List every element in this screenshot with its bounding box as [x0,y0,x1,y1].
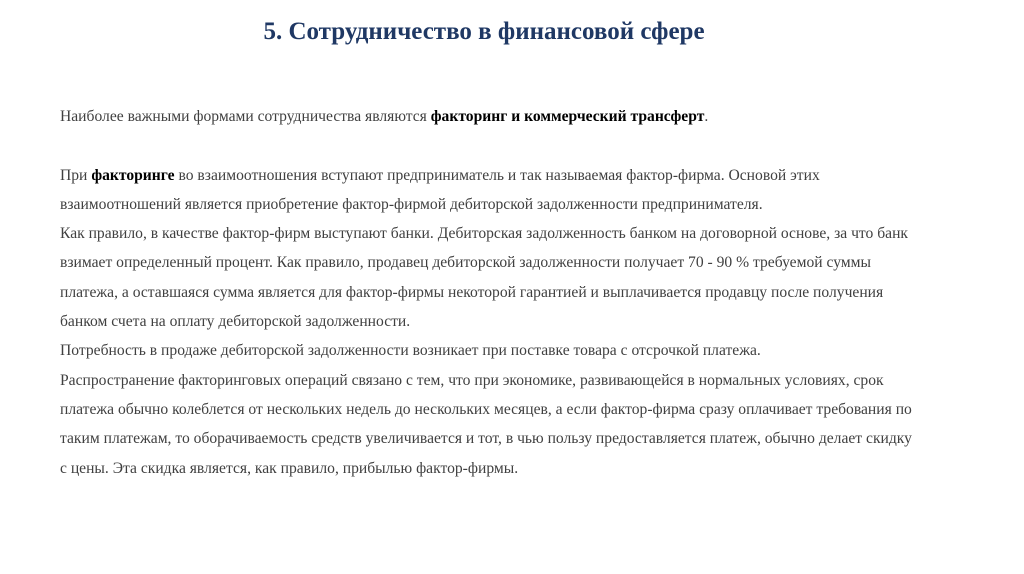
slide-title: 5. Сотрудничество в финансовой сфере [263,18,705,45]
body-line: платежа, а оставшаяся сумма является для фактор-фирмы некоторой гарантией и выплачивается продавцу после получения [60,283,884,301]
slide-body [60,102,1010,483]
factoring-line [60,161,1010,190]
intro-paragraph [60,102,1010,131]
paragraph-gap [60,131,1010,160]
intro-suffix: . [704,108,709,125]
intro-text: Наиболее важными формами сотрудничества являются [60,108,431,125]
intro-bold-text: факторинг и коммерческий трансферт [430,108,705,125]
factoring-prefix: При [60,166,92,184]
body-line: банком счета на оплату дебиторской задолженности. [60,313,411,331]
factoring-bold-term: факторинге [91,166,175,184]
factoring-text: во взаимоотношения вступают предприниматель и так называемая фактор-фирма. Основой этих [174,166,820,184]
body-line: платежа обычно колеблется от нескольких недель до нескольких месяцев, а если фактор-фирма сразу оплачивает требования по [60,400,912,418]
body-line: взимает определенный процент. Как правило, продавец дебиторской задолженности получает 70 - 90 % требуемой суммы [60,254,872,272]
body-line: таким платежам, то оборачиваемость средств увеличивается и тот, в чью пользу предоставляется платеж, обычно делает скидку [60,430,912,448]
body-line: Потребность в продаже дебиторской задолженности возникает при поставке товара с отсрочкой платежа. [60,342,761,360]
body-line: с цены. Эта скидка является, как правило, прибылью фактор-фирмы. [60,459,519,477]
body-line: Как правило, в качестве фактор-фирм выступают банки. Дебиторская задолженность банком на договорной основе, за что банк [60,225,909,243]
body-line: взаимоотношений является приобретение фактор-фирмой дебиторской задолженности предпринимателя. [60,195,763,213]
body-line: Распространение факторинговых операций связано с тем, что при экономике, развивающейся в нормальных условиях, срок [60,371,884,389]
